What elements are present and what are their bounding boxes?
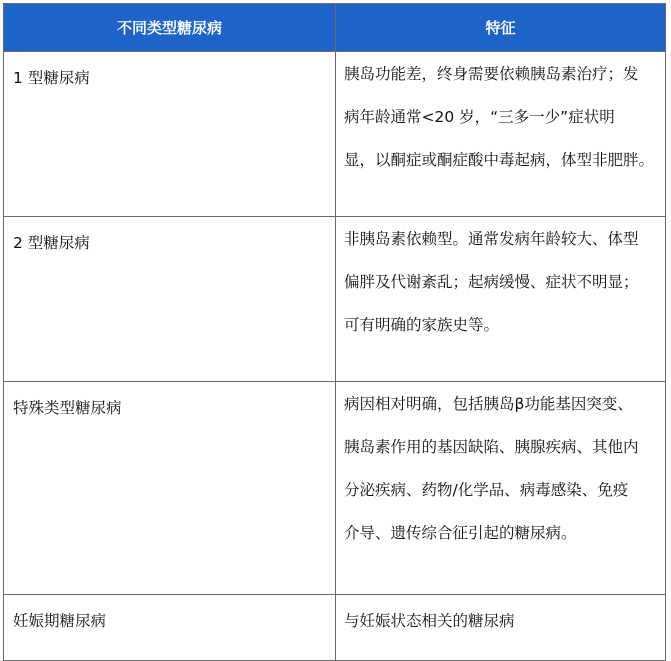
header-type: 不同类型糖尿病 — [4, 4, 336, 52]
features-line: 胰岛功能差，终身需要依赖胰岛素治疗；发 — [344, 65, 639, 83]
features-line: 病因相对明确，包括胰岛β功能基因突变、 — [344, 395, 633, 413]
features-line: 病年龄通常<20 岁，“三多一少”症状明 — [344, 108, 615, 126]
type-cell: 1 型糖尿病 — [4, 52, 336, 217]
features-cell — [336, 382, 666, 595]
features-cell — [336, 52, 666, 217]
type-cell: 2 型糖尿病 — [4, 217, 336, 382]
table-row — [4, 382, 666, 595]
table-header-row — [4, 4, 666, 52]
features-line: 介导、遗传综合征引起的糖尿病。 — [344, 524, 577, 542]
features-line: 可有明确的家族史等。 — [344, 316, 500, 334]
features-line: 胰岛素作用的基因缺陷、胰腺疾病、其他内 — [344, 438, 639, 456]
type-cell: 特殊类型糖尿病 — [4, 382, 336, 595]
features-line: 与妊娠状态相关的糖尿病 — [344, 612, 515, 630]
diabetes-types-table-container — [3, 3, 665, 630]
features-cell — [336, 595, 666, 661]
features-line: 非胰岛素依赖型。通常发病年龄较大、体型 — [344, 230, 639, 248]
type-cell: 妊娠期糖尿病 — [4, 595, 336, 661]
header-features: 特征 — [336, 4, 666, 52]
features-line: 偏胖及代谢紊乱；起病缓慢、症状不明显； — [344, 273, 639, 291]
features-line: 显，以酮症或酮症酸中毒起病，体型非肥胖。 — [344, 151, 655, 169]
diabetes-types-table — [3, 3, 666, 661]
table-row — [4, 595, 666, 661]
features-line: 分泌疾病、药物/化学品、病毒感染、免疫 — [344, 481, 629, 499]
features-cell — [336, 217, 666, 382]
table-row — [4, 52, 666, 217]
table-row — [4, 217, 666, 382]
